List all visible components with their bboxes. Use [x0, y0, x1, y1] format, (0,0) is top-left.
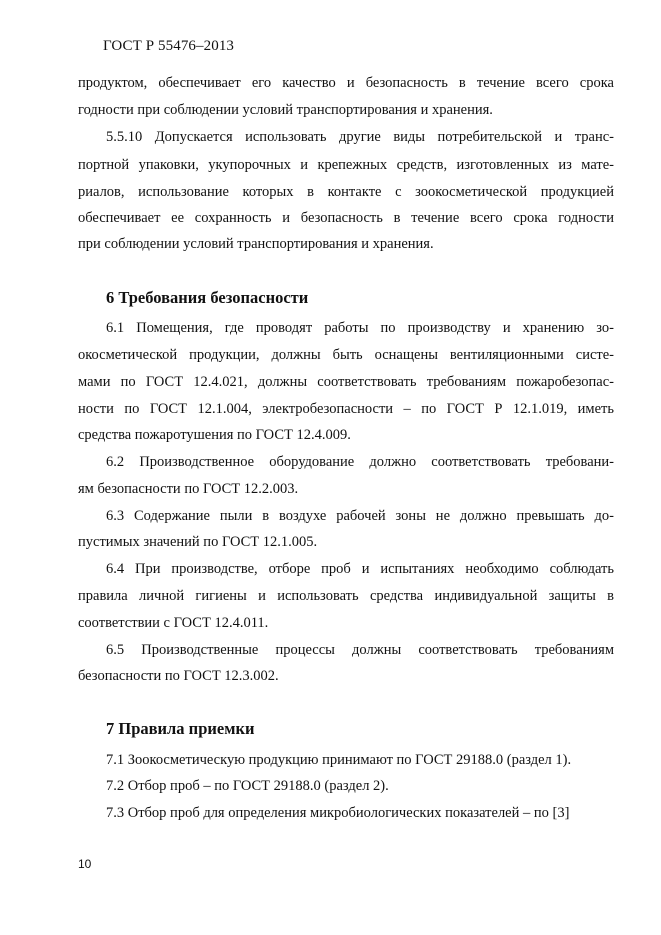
- text-line: годности при соблюдении условий транспортирования и хранения.: [78, 102, 493, 118]
- text-line: при соблюдении условий транспортирования и хранения.: [78, 236, 434, 252]
- text-line: пустимых значений по ГОСТ 12.1.005.: [78, 534, 318, 550]
- text-line: 6.1 Помещения, где проводят работы по производству и хранению зо-: [106, 320, 614, 336]
- text-line: ям безопасности по ГОСТ 12.2.003.: [78, 481, 299, 497]
- text-line: 6.3 Содержание пыли в воздухе рабочей зоны не должно превышать до-: [106, 508, 614, 524]
- text-line: 5.5.10 Допускается использовать другие виды потребительской и транс-: [106, 129, 614, 145]
- text-line: правила личной гигиены и использовать средства индивидуальной защиты в: [78, 588, 614, 604]
- text-line: 7.2 Отбор проб – по ГОСТ 29188.0 (раздел 2).: [106, 778, 389, 794]
- text-line: соответствии с ГОСТ 12.4.011.: [78, 615, 269, 631]
- document-header: ГОСТ Р 55476–2013: [103, 38, 235, 54]
- text-line: риалов, использование которых в контакте с зоокосметической продукцией: [78, 184, 614, 200]
- text-line: средства пожаротушения по ГОСТ 12.4.009.: [78, 427, 351, 443]
- section-heading: 7 Правила приемки: [106, 719, 255, 738]
- text-line: 6.4 При производстве, отборе проб и испытаниях необходимо соблюдать: [106, 561, 614, 577]
- text-line: ности по ГОСТ 12.1.004, электробезопасности – по ГОСТ Р 12.1.019, иметь: [78, 401, 614, 417]
- text-line: 7.3 Отбор проб для определения микробиологических показателей – по [3]: [106, 805, 570, 821]
- text-line: окосметической продукции, должны быть оснащены вентиляционными систе-: [78, 347, 614, 363]
- text-line: портной упаковки, укупорочных и крепежных средств, изготовленных из мате-: [78, 157, 614, 173]
- page-number: 10: [78, 857, 92, 871]
- text-line: 6.2 Производственное оборудование должно соответствовать требовани-: [106, 454, 614, 470]
- text-line: 7.1 Зоокосметическую продукцию принимают по ГОСТ 29188.0 (раздел 1).: [106, 752, 572, 768]
- text-line: мами по ГОСТ 12.4.021, должны соответствовать требованиям пожаробезопас-: [78, 374, 614, 390]
- text-line: безопасности по ГОСТ 12.3.002.: [78, 668, 279, 684]
- section-heading: 6 Требования безопасности: [106, 288, 309, 307]
- text-line: продуктом, обеспечивает его качество и безопасность в течение всего срока: [78, 75, 614, 91]
- text-line: обеспечивает ее сохранность и безопасность в течение всего срока годности: [78, 210, 614, 226]
- text-line: 6.5 Производственные процессы должны соответствовать требованиям: [106, 642, 614, 658]
